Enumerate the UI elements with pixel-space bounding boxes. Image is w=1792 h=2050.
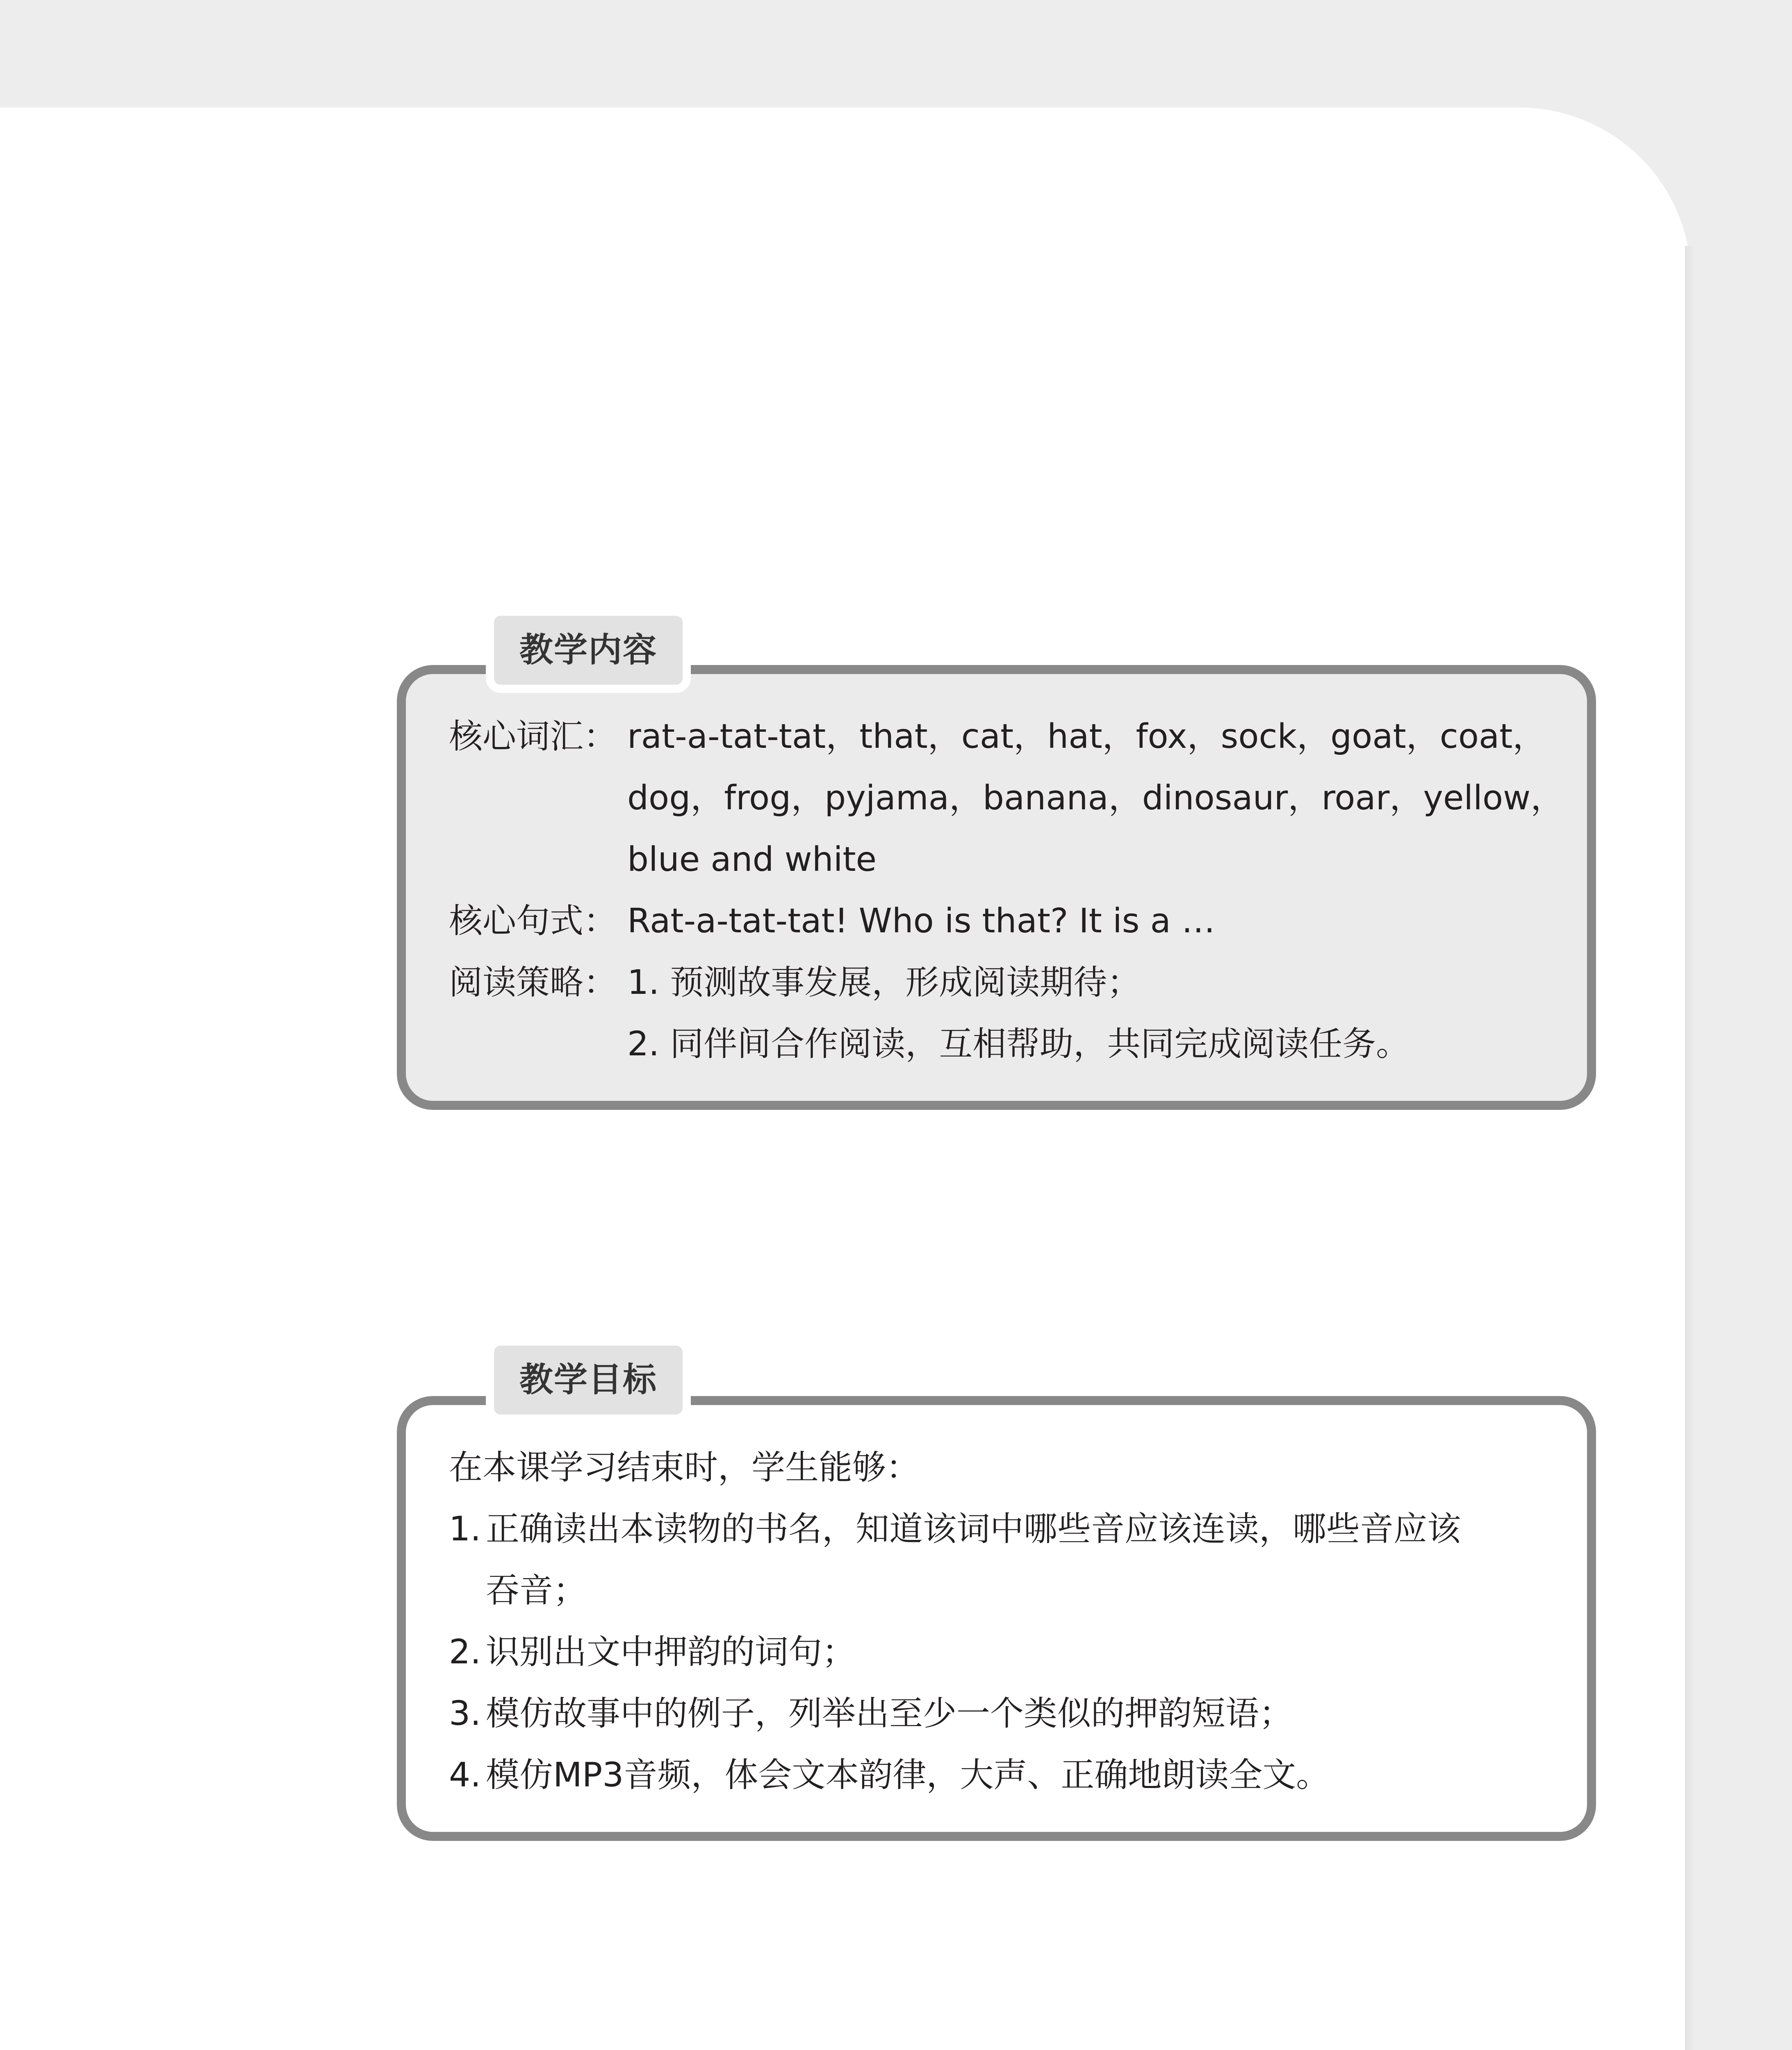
vocab-line: rat-a-tat-tat，that，cat，hat，fox，sock，goat，coat， <box>627 717 1546 756</box>
goal-text: 吞音； <box>486 1571 587 1610</box>
core-sentence: Rat-a-tat-tat! Who is that? It is a … <box>627 902 1215 941</box>
goal-number: 1. <box>449 1510 481 1549</box>
vocab-label: 核心词汇： <box>449 717 617 756</box>
goal-number: 2. <box>449 1633 481 1672</box>
goal-text: 正确读出本读物的书名，知道该词中哪些音应该连读，哪些音应该 <box>486 1510 1461 1549</box>
goals-intro: 在本课学习结束时，学生能够： <box>449 1448 920 1487</box>
page-edge-shadow <box>1685 246 1696 2050</box>
strategy-item: 2. 同伴间合作阅读，互相帮助，共同完成阅读任务。 <box>627 1025 1410 1064</box>
goal-text: 模仿故事中的例子，列举出至少一个类似的押韵短语； <box>486 1694 1293 1733</box>
goal-text: 识别出文中押韵的词句； <box>486 1633 856 1672</box>
strategy-label: 阅读策略： <box>449 963 617 1002</box>
goal-text: 模仿MP3音频，体会文本韵律，大声、正确地朗读全文。 <box>486 1756 1330 1795</box>
goal-number: 4. <box>449 1756 481 1795</box>
section-tab-teaching-content: 教学内容 <box>486 608 691 693</box>
sentence-label: 核心句式： <box>449 902 617 941</box>
vocab-line: blue and white <box>627 840 877 879</box>
section-tab-teaching-goals: 教学目标 <box>486 1337 691 1423</box>
vocab-line: dog，frog，pyjama，banana，dinosaur，roar，yellow， <box>627 779 1564 818</box>
strategy-item: 1. 预测故事发展，形成阅读期待； <box>627 963 1141 1002</box>
goal-number: 3. <box>449 1694 481 1733</box>
